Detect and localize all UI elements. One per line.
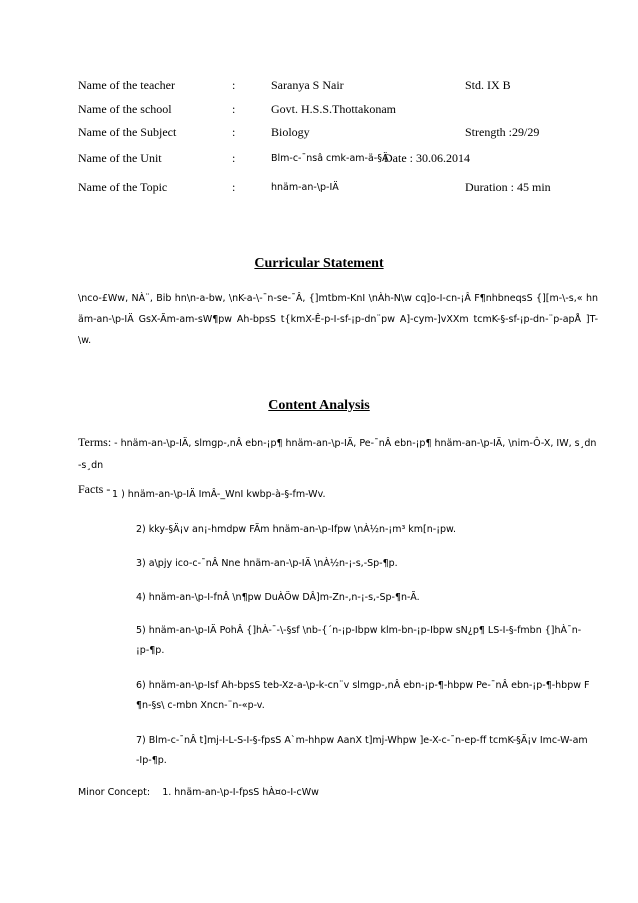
facts-label: Facts - [78, 482, 111, 496]
terms-text: - hnäm-an-\p-IÄ, slmgp-,nÂ ebn-¡p¶ hnäm-an-\p-IÄ, Pe-¯nÂ ebn-¡p¶ hnäm-an-\p-IÄ, \nim-Ô-X, IW, s¸dn-s¸dn [78, 438, 597, 471]
info-label: Name of the Subject [78, 125, 177, 139]
info-row-unit [78, 151, 598, 169]
curricular-statement-text: \nco-£Ww, NÀ¨, Bib hn\n-a-bw, \nK-a-\-¯n-se-¯Â, {]mtbm-KnI \nÀh-N\w cq]o-I-cn-¡Â F¶nhbneqsS {][m-\-s,« hnäm-an-\p-IÄ GsX-Ãm-am-sW¶pw Ah-bpsS t{kmX-Ê-p-I-sf-¡p-dn¨pw A]-cym-]vXXm tcmK-§-sf-¡p-dn-¨p-apÅ ]T-\w. [78, 293, 598, 346]
info-colon: : [232, 125, 236, 139]
subject-name: Biology [271, 125, 310, 139]
minor-concept [78, 787, 319, 798]
curricular-statement-heading: Curricular Statement [254, 256, 384, 271]
content-analysis-heading: Content Analysis [268, 398, 370, 413]
minor-concept-label: Minor Concept: [78, 787, 151, 798]
standard-value: Std. IX B [465, 78, 511, 92]
strength-value: Strength :29/29 [465, 125, 540, 139]
duration-value: Duration : 45 min [465, 180, 551, 194]
info-row-subject [78, 125, 598, 143]
info-colon: : [232, 180, 236, 194]
info-label: Name of the Topic [78, 180, 168, 194]
minor-concept-text: 1. hnäm-an-\p-I-fpsS hÀ¤o-I-cWw [162, 787, 319, 798]
info-label: Name of the school [78, 102, 172, 116]
info-colon: : [232, 151, 236, 165]
unit-name: Blm-c-¯nsâ cmk-am-ä-§Ä [271, 153, 389, 164]
school-name: Govt. H.S.S.Thottakonam [271, 102, 396, 116]
date-value: Date : 30.06.2014 [384, 151, 470, 165]
fact-item: 7) Blm-c-¯nÂ t]mj-I-L-S-I-§-fpsS A`m-hhpw AanX t]mj-Whpw ]e-X-c-¯n-ep-ff tcmK-§Ä¡v Imc-W-am-Ip-¶p. [136, 735, 588, 766]
terms-label: Terms: [78, 435, 112, 449]
info-row-topic [78, 180, 598, 198]
info-row-teacher [78, 78, 598, 96]
fact-item: 4) hnäm-an-\p-I-fnÂ \n¶pw DuÀÖw DÂ]m-Zn-,n-¡-s,-Sp-¶n-Ã. [136, 592, 420, 603]
info-row-school [78, 102, 598, 120]
terms-block [78, 432, 598, 476]
fact-item: 2) kky-§Ä¡v an¡-hmdpw FÃm hnäm-an-\p-Ifpw \nÀ½n-¡m³ km[n-¡pw. [136, 524, 456, 535]
fact-item: 1 ) hnäm-an-\p-IÄ ImÂ-_WnI kwbp-à-§-fm-Wv. [112, 489, 326, 500]
teacher-name: Saranya S Nair [271, 78, 344, 92]
fact-item: 5) hnäm-an-\p-IÄ PohÂ {]hÀ-¯-\-§sf \nb-{´n-¡p-Ibpw klm-bn-¡p-Ibpw sN¿p¶ LS-I-§-fmbn {]hÀ¯n-¡p-¶p. [136, 625, 582, 656]
info-colon: : [232, 78, 236, 92]
fact-item: 3) a\pjy ico-c-¯nÂ Nne hnäm-an-\p-IÄ \nÀ½n-¡-s,-Sp-¶p. [136, 558, 398, 569]
info-colon: : [232, 102, 236, 116]
info-label: Name of the Unit [78, 151, 162, 165]
fact-item: 6) hnäm-an-\p-Isf Ah-bpsS teb-Xz-a-\p-k-cn¨v slmgp-,nÂ ebn-¡p-¶-hbpw Pe-¯nÂ ebn-¡p-¶-hbpw F¶n-§s\ c-mbn Xncn-¨n-«p-v. [136, 680, 590, 711]
info-label: Name of the teacher [78, 78, 175, 92]
topic-name: hnäm-an-\p-IÄ [271, 182, 339, 193]
